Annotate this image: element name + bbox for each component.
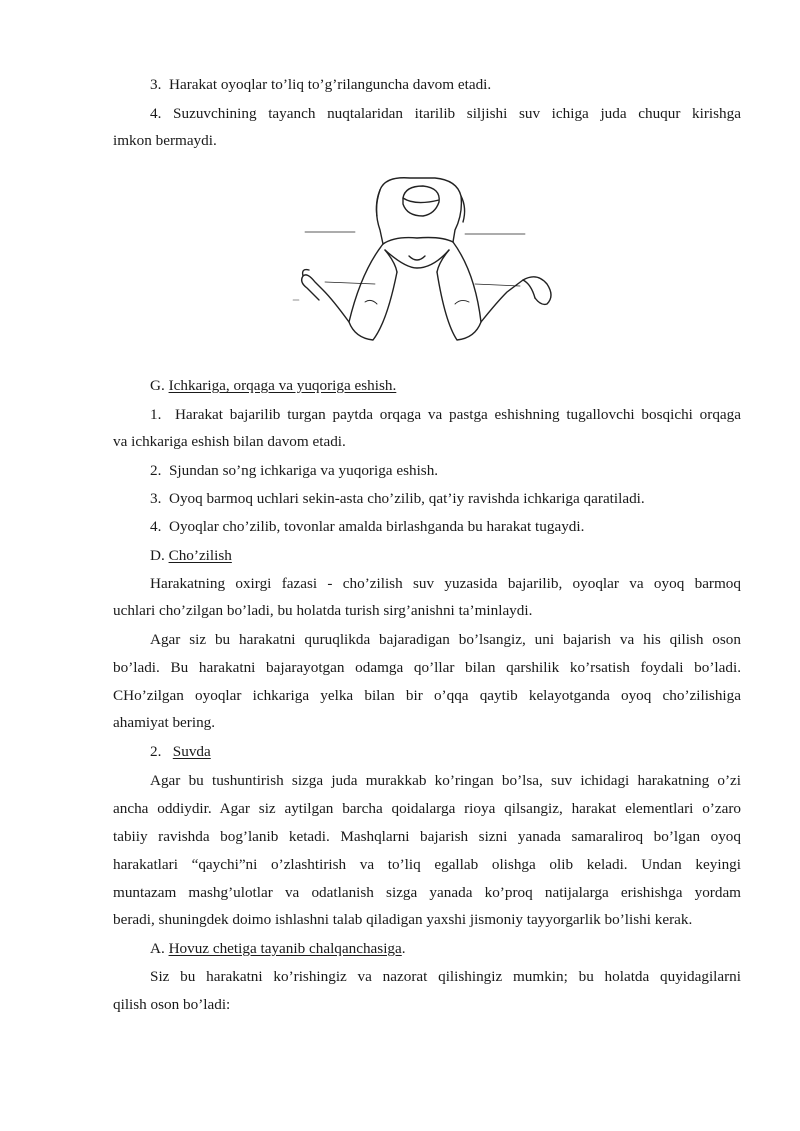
paragraph-line: harakatlari “qaychi”ni o’zlashtirish va to’liq egallab olishga olib keladi. Undan keyingi xyxy=(113,856,741,873)
paragraph-line: qilish oson bo’ladi: xyxy=(113,996,231,1013)
heading-text: Cho’zilish xyxy=(168,547,232,564)
swimmer-legs-illustration xyxy=(285,172,565,347)
paragraph-line: Agar bu tushuntirish sizga juda murakkab ko’ringan bo’lsa, suv ichidagi harakatning o’zi xyxy=(150,772,741,789)
paragraph-line: Agar siz bu harakatni quruqlikda bajaradigan bo’lsangiz, uni bajarish va his qilish oson xyxy=(150,631,741,648)
heading-suffix: . xyxy=(401,940,406,957)
heading-text: Suvda xyxy=(172,743,211,760)
paragraph-line: beradi, shuningdek doimo ishlashni talab qiladigan yaxshi jismoniy tayyorgarlik bo’lishi kerak. xyxy=(113,911,693,928)
heading-marker: G. xyxy=(150,377,165,394)
section-heading xyxy=(150,742,211,762)
paragraph-line: Siz bu harakatni ko’rishingiz va nazorat qilishingiz mumkin; bu holatda quyidagilarni xyxy=(150,968,741,985)
heading-text: Ichkariga, orqaga va yuqoriga eshish. xyxy=(168,377,397,394)
paragraph-line: Harakatning oxirgi fazasi - cho’zilish suv yuzasida bajarilib, oyoqlar va oyoq barmoq xyxy=(150,575,741,592)
heading-marker: D. xyxy=(150,547,165,564)
paragraph-line: muntazam mashg’ulotlar va odatlanish sizga yanada ko’proq natijalarga erishishga yordam xyxy=(113,884,741,901)
paragraph-line: ancha oddiydir. Agar siz aytilgan barcha qoidalarga rioya qilsangiz, harakat elementlari o’zaro xyxy=(113,800,741,817)
paragraph-line: va ichkariga eshish bilan davom etadi. xyxy=(113,433,346,450)
paragraph-line: 2. Sjundan so’ng ichkariga va yuqoriga eshish. xyxy=(150,462,439,479)
heading-marker: A. xyxy=(150,940,165,957)
paragraph-line: 4. Suzuvchining tayanch nuqtalaridan itarilib siljishi suv ichiga juda chuqur kirishga xyxy=(150,105,741,122)
paragraph-line: CHo’zilgan oyoqlar ichkariga yelka bilan bir o’qqa qaytib kelayotganda oyoq cho’zilishiga xyxy=(113,687,741,704)
paragraph-line: ahamiyat bering. xyxy=(113,714,216,731)
paragraph-line: imkon bermaydi. xyxy=(113,132,217,149)
paragraph-line: tabiiy ravishda bog’lanib ketadi. Mashqlarni bajarish sizni yanada samaraliroq bo’lgan oyoq xyxy=(113,828,741,845)
paragraph-line: uchlari cho’zilgan bo’ladi, bu holatda turish sirg’anishni ta’minlaydi. xyxy=(113,602,533,619)
paragraph-line: 1. Harakat bajarilib turgan paytda orqaga va pastga eshishning tugallovchi bosqichi orqaga xyxy=(150,406,741,423)
section-heading xyxy=(150,376,396,396)
heading-marker: 2. xyxy=(150,743,169,760)
paragraph-line: 3. Harakat oyoqlar to’liq to’g’rilanguncha davom etadi. xyxy=(150,76,492,93)
paragraph-line: 4. Oyoqlar cho’zilib, tovonlar amalda birlashganda bu harakat tugaydi. xyxy=(150,518,585,535)
heading-text: Hovuz chetiga tayanib chalqanchasiga xyxy=(168,940,402,957)
paragraph-line: 3. Oyoq barmoq uchlari sekin-asta cho’zilib, qat’iy ravishda ichkariga qaratiladi. xyxy=(150,490,645,507)
section-heading xyxy=(150,939,406,959)
section-heading xyxy=(150,546,232,566)
paragraph-line: bo’ladi. Bu harakatni bajarayotgan odamga qo’llar bilan qarshilik ko’rsatish foydali bo’ladi. xyxy=(113,659,741,676)
